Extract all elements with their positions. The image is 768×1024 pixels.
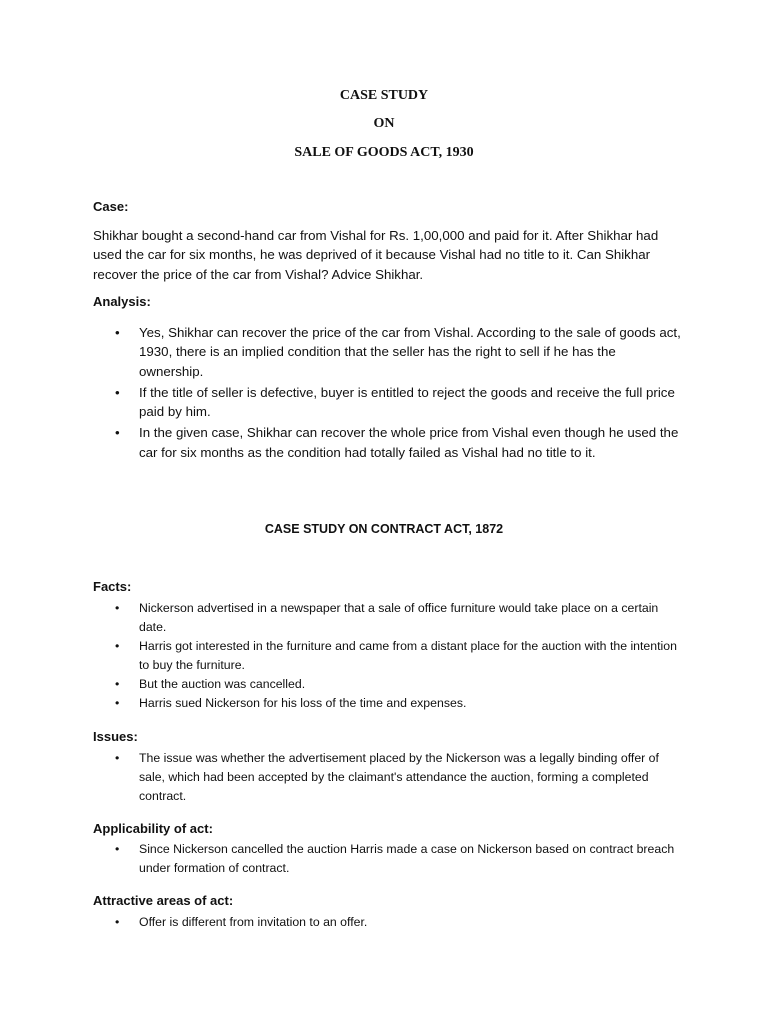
- list-item: [93, 323, 683, 381]
- facts-list: [93, 599, 683, 713]
- attractive-areas-heading: Attractive areas of act:: [93, 893, 234, 908]
- analysis-heading: Analysis:: [93, 294, 151, 309]
- list-item: [93, 637, 683, 675]
- list-item-text: The issue was whether the advertisement placed by the Nickerson was a legally binding offer of sale, which had been accepted by the claimant's attendance the auction, forming a completed contract.: [139, 751, 659, 803]
- list-item: [93, 383, 683, 422]
- analysis-list: [93, 323, 683, 464]
- title-sale-of-goods-act: SALE OF GOODS ACT, 1930: [294, 145, 474, 160]
- list-item: [93, 675, 683, 694]
- case-text: Shikhar bought a second-hand car from Vishal for Rs. 1,00,000 and paid for it. After Shikhar had used the car for six months, he was deprived of it because Vishal had no title to it. Can Shikhar recover the price of the car from Vishal? Advice Shikhar.: [93, 228, 659, 282]
- applicability-list: [93, 840, 683, 878]
- contract-act-title: CASE STUDY ON CONTRACT ACT, 1872: [264, 522, 504, 536]
- list-item: [93, 694, 683, 713]
- facts-heading: Facts:: [93, 579, 132, 594]
- bullet-icon: •: [115, 639, 120, 653]
- bullet-icon: •: [115, 696, 120, 710]
- title-on: ON: [373, 116, 395, 131]
- list-item: [93, 599, 683, 637]
- list-item-text: Offer is different from invitation to an offer.: [139, 915, 368, 929]
- issues-list: [93, 749, 683, 806]
- list-item: [93, 913, 683, 932]
- list-item-text: If the title of seller is defective, buyer is entitled to reject the goods and receive the full price paid by him.: [139, 384, 675, 420]
- list-item-text: Harris sued Nickerson for his loss of the time and expenses.: [139, 696, 467, 710]
- list-item-text: Nickerson advertised in a newspaper that a sale of office furniture would take place on a certain date.: [139, 601, 659, 634]
- list-item-text: Yes, Shikhar can recover the price of the car from Vishal. According to the sale of goods act, 1930, there is an implied condition that the seller has the right to sell if he has the ownership.: [139, 325, 681, 379]
- issues-heading: Issues:: [93, 729, 138, 744]
- bullet-icon: •: [115, 915, 120, 929]
- list-item: [93, 423, 683, 462]
- bullet-icon: •: [115, 325, 120, 340]
- list-item-text: In the given case, Shikhar can recover the whole price from Vishal even though he used the car for six months as the condition had totally failed as Vishal had no title to it.: [139, 425, 679, 460]
- list-item-text: Harris got interested in the furniture and came from a distant place for the auction with the intention to buy the furniture.: [139, 639, 677, 672]
- case-heading: Case:: [93, 199, 129, 214]
- title-case-study: CASE STUDY: [339, 88, 429, 103]
- bullet-icon: •: [115, 384, 120, 400]
- attractive-areas-list: [93, 913, 683, 932]
- bullet-icon: •: [115, 842, 120, 856]
- bullet-icon: •: [115, 677, 120, 691]
- applicability-heading: Applicability of act:: [93, 821, 213, 836]
- list-item: [93, 749, 683, 806]
- bullet-icon: •: [115, 601, 120, 615]
- bullet-icon: •: [115, 425, 120, 441]
- list-item-text: But the auction was cancelled.: [139, 677, 306, 691]
- bullet-icon: •: [115, 751, 120, 765]
- list-item: [93, 840, 683, 878]
- list-item-text: Since Nickerson cancelled the auction Harris made a case on Nickerson based on contract breach under formation of contract.: [139, 842, 675, 875]
